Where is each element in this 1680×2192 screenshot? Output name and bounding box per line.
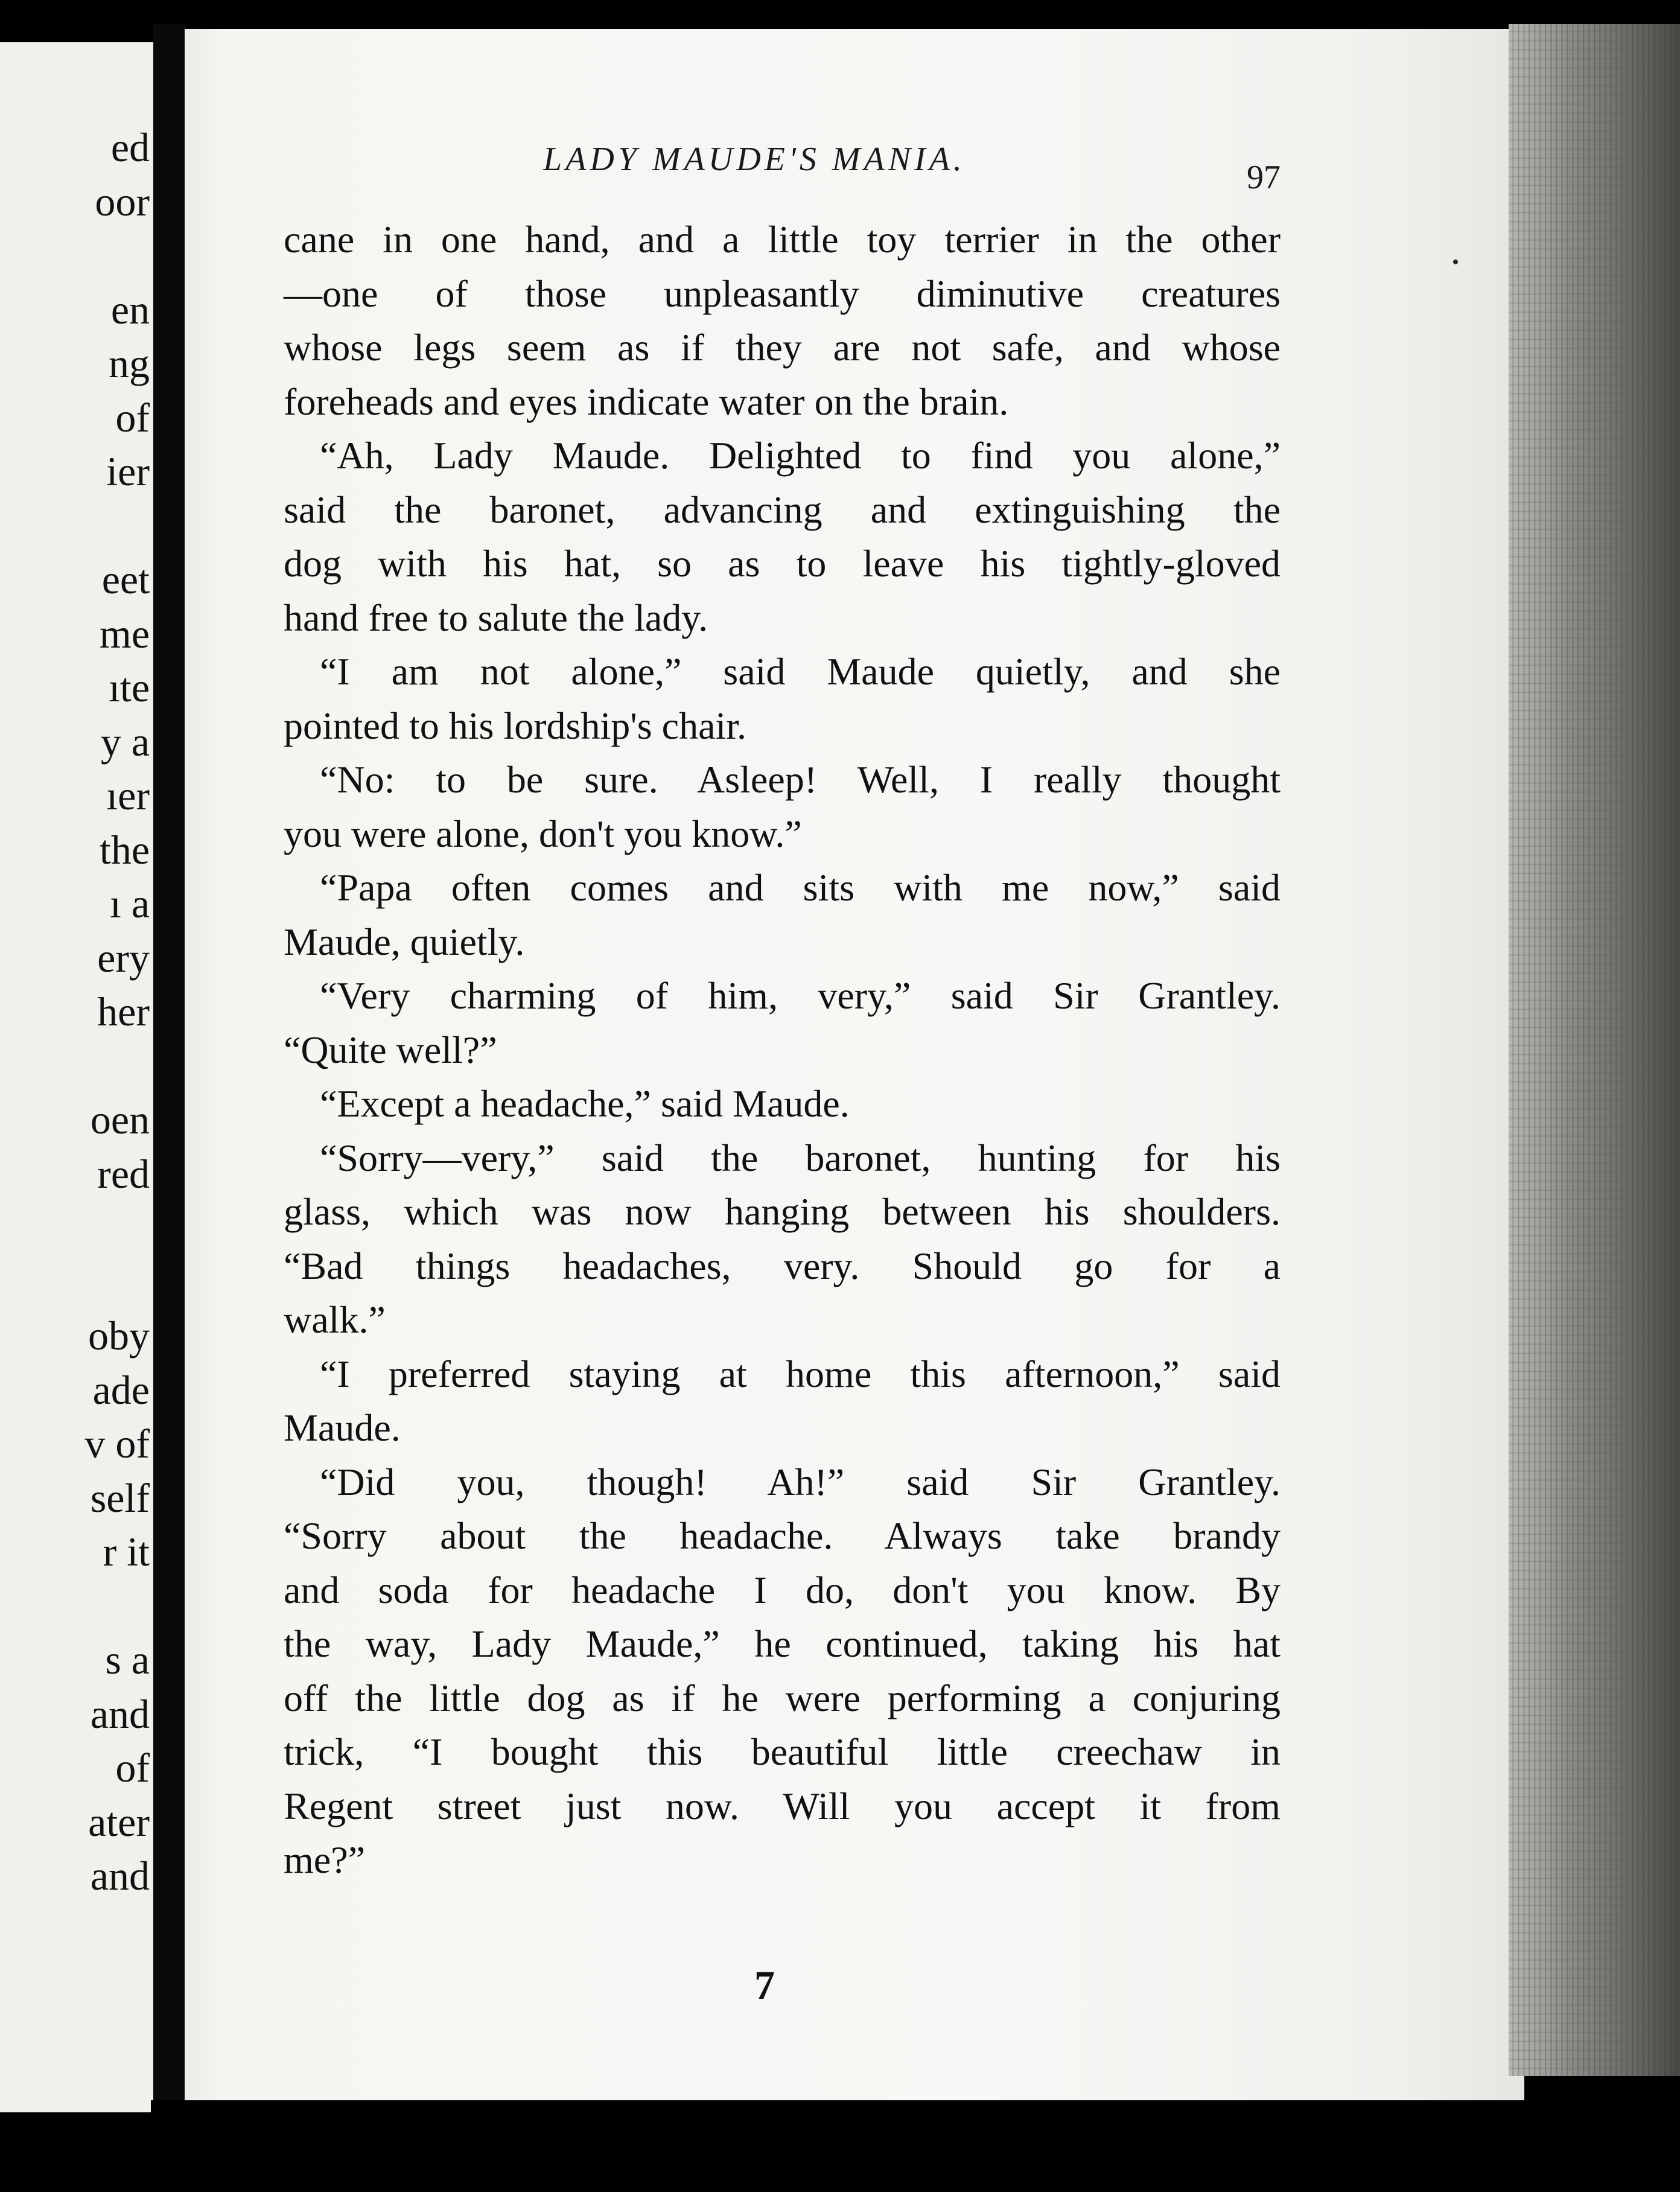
text-line: “I am not alone,” said Maude quietly, and she: [320, 650, 1281, 693]
text-line: and soda for headache I do, don't you know. By: [284, 1568, 1281, 1611]
text-line: walk.”: [284, 1298, 386, 1341]
text-line: the way, Lady Maude,” he continued, taking his hat: [284, 1622, 1281, 1665]
text-line: you were alone, don't you know.”: [284, 812, 802, 855]
text-line: “Sorry—very,” said the baronet, hunting for his: [320, 1136, 1281, 1179]
text-line: —one of those unpleasantly diminutive creatures: [284, 272, 1281, 315]
text-line: “Ah, Lady Maude. Delighted to find you alone,”: [320, 434, 1281, 477]
signature-mark: 7: [754, 1962, 775, 2008]
left-page-fragment: of: [115, 394, 150, 441]
left-page-fragment: her: [97, 989, 150, 1034]
page-number: 97: [1247, 159, 1281, 196]
scan-bottom-border: [151, 2100, 1680, 2192]
left-page-fragment: v of: [84, 1421, 150, 1467]
left-page-fragment: red: [97, 1150, 150, 1197]
text-line: “Did you, though! Ah!” said Sir Grantley.: [320, 1460, 1281, 1503]
left-page-fragment: en: [110, 286, 150, 333]
page-fore-edge: [1509, 24, 1680, 2076]
text-line: “Quite well?”: [284, 1028, 497, 1071]
text-line: cane in one hand, and a little toy terrier in the other: [284, 218, 1281, 261]
left-page-fragment: oen: [90, 1097, 150, 1142]
text-line: said the baronet, advancing and extinguishing the: [284, 488, 1281, 531]
text-line: me?”: [284, 1838, 365, 1881]
left-page-fragment: s a: [105, 1637, 150, 1683]
text-line: hand free to salute the lady.: [284, 596, 708, 639]
text-line: “I preferred staying at home this afternoon,” said: [320, 1352, 1281, 1395]
speck-mark: [1453, 260, 1458, 264]
left-page-fragment: eet: [101, 556, 150, 602]
text-line: off the little dog as if he were performing a conjuring: [284, 1676, 1281, 1719]
text-line: Regent street just now. Will you accept it from: [284, 1784, 1281, 1827]
left-page-fragment: ater: [88, 1799, 150, 1845]
left-page-fragment: y a: [100, 718, 150, 765]
text-line: “No: to be sure. Asleep! Well, I really thought: [320, 758, 1281, 801]
body-text: [284, 212, 1281, 1887]
text-line: Maude.: [284, 1406, 401, 1449]
text-line: “Very charming of him, very,” said Sir Grantley.: [320, 974, 1281, 1017]
text-line: whose legs seem as if they are not safe, and whose: [284, 326, 1281, 369]
text-line: “Papa often comes and sits with me now,” said: [320, 866, 1281, 909]
text-line: “Except a headache,” said Maude.: [320, 1082, 850, 1125]
left-page-fragment: oor: [95, 178, 150, 225]
left-page-fragment: ıer: [106, 773, 150, 818]
text-line: dog with his hat, so as to leave his tightly-gloved: [284, 542, 1281, 585]
text-line: “Sorry about the headache. Always take brandy: [284, 1514, 1281, 1557]
left-page-fragment: oby: [88, 1313, 150, 1359]
left-page-fragment: ed: [110, 124, 150, 170]
left-page-fragment: r it: [103, 1529, 150, 1575]
left-page-fragment: ery: [97, 934, 150, 981]
text-line: Maude, quietly.: [284, 920, 525, 963]
left-page-fragment: of: [115, 1745, 150, 1791]
left-page-fragment: ng: [109, 340, 150, 386]
left-facing-page: [0, 42, 158, 2112]
left-page-fragment: and: [90, 1690, 150, 1737]
text-line: glass, which was now hanging between his shoulders.: [284, 1190, 1281, 1233]
left-page-fragment: me: [99, 610, 150, 657]
left-page-fragment: ıte: [109, 664, 150, 710]
left-page-fragment: and: [90, 1853, 150, 1899]
text-line: foreheads and eyes indicate water on the brain.: [284, 380, 1009, 423]
text-line: trick, “I bought this beautiful little creechaw in: [284, 1730, 1281, 1773]
left-page-fragment: ade: [92, 1366, 150, 1413]
left-page-fragment: the: [99, 826, 150, 873]
left-page-fragment: ier: [106, 448, 150, 494]
left-page-fragment: self: [90, 1474, 150, 1521]
running-head: LADY MAUDE'S MANIA.: [543, 141, 966, 178]
book-gutter: [153, 24, 187, 2112]
text-line: “Bad things headaches, very. Should go for a: [284, 1244, 1281, 1287]
left-page-fragment: ı a: [109, 881, 150, 926]
text-line: pointed to his lordship's chair.: [284, 704, 747, 747]
